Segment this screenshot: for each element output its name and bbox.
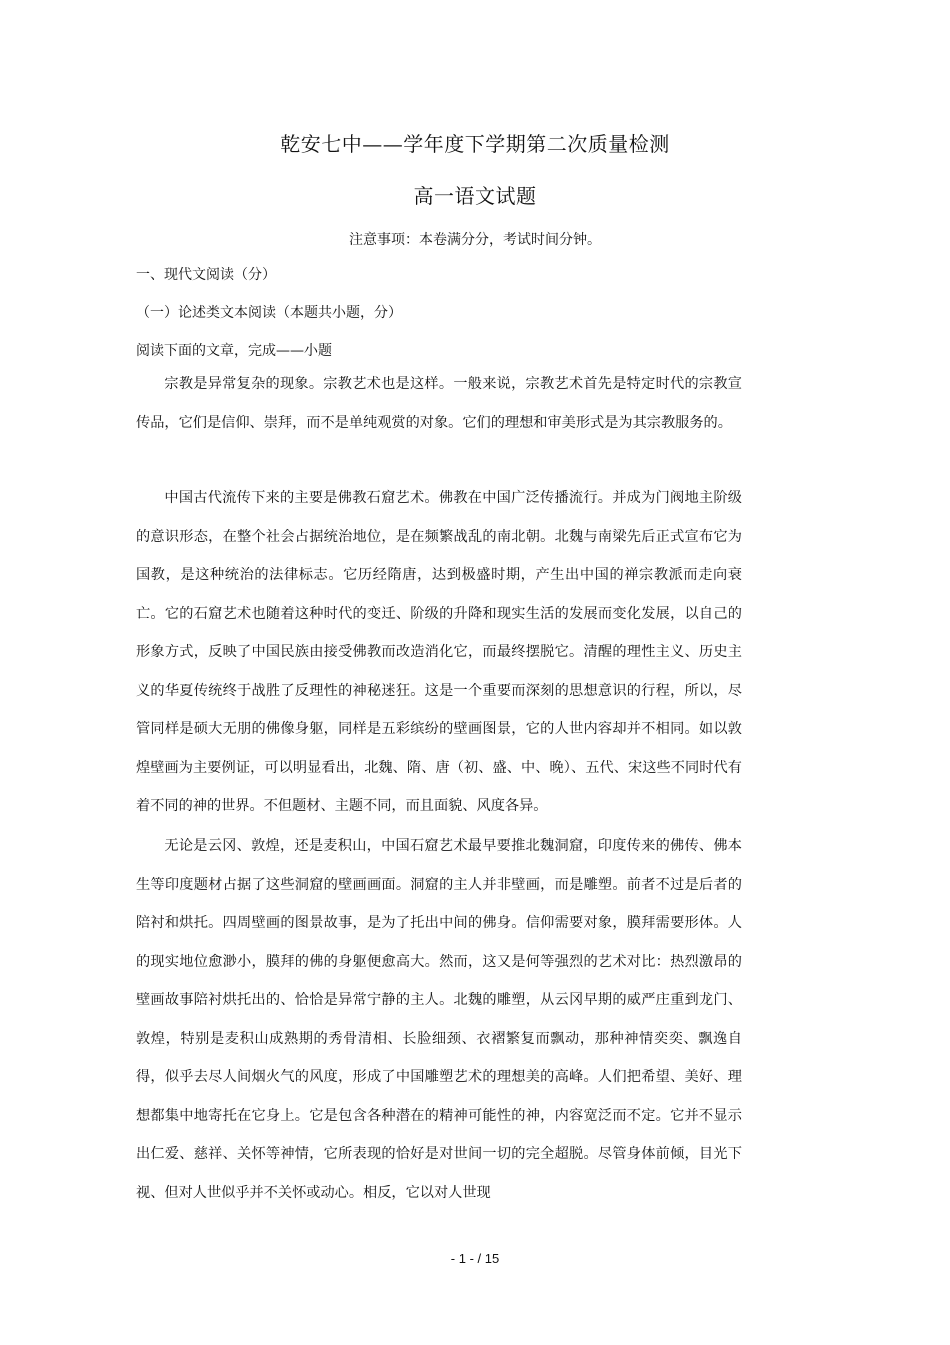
exam-title: 乾安七中——学年度下学期第二次质量检测 xyxy=(280,132,670,156)
article-paragraph-2: 中国古代流传下来的主要是佛教石窟艺术。佛教在中国广泛传播流行。并成为门阀地主阶级的意识形态，在整个社会占据统治地位，是在频繁战乱的南北朝。北魏与南梁先后正式宣布它为国教，是这种统治的法律标志。它历经隋唐，达到极盛时期，产生出中国的禅宗教派而走向衰亡。它的石窟艺术也随着这种时代的变迁、阶级的升降和现实生活的发展而变化发展，以自己的形象方式，反映了中国民族由接受佛教而改造消化它，而最终摆脱它。清醒的理性主义、历史主义的华夏传统终于战胜了反理性的神秘迷狂。这是一个重要而深刻的思想意识的行程，所以，尽管同样是硕大无朋的佛像身躯，同样是五彩缤纷的壁画图景，它的人世内容却并不相同。如以敦煌壁画为主要例证，可以明显看出，北魏、隋、唐（初、盛、中、晚）、五代、宋这些不同时代有着不同的神的世界。不但题材、主题不同，而且面貌、风度各异。 xyxy=(136,490,742,814)
article-paragraph-3: 无论是云冈、敦煌，还是麦积山，中国石窟艺术最早要推北魏洞窟，印度传来的佛传、佛本生等印度题材占据了这些洞窟的壁画画面。洞窟的主人并非壁画，而是雕塑。前者不过是后者的陪衬和烘托。四周壁画的图景故事，是为了托出中间的佛身。信仰需要对象，膜拜需要形体。人的现实地位愈渺小，膜拜的佛的身躯便愈高大。然而，这又是何等强烈的艺术对比：热烈激昂的壁画故事陪衬烘托出的、恰恰是异常宁静的主人。北魏的雕塑，从云冈早期的威严庄重到龙门、敦煌，特别是麦积山成熟期的秀骨清相、长脸细颈、衣褶繁复而飘动，那种神情奕奕、飘逸自得，似乎去尽人间烟火气的风度，形成了中国雕塑艺术的理想美的高峰。人们把希望、美好、理想都集中地寄托在它身上。它是包含各种潜在的精神可能性的神，内容宽泛而不定。它并不显示出仁爱、慈祥、关怀等神情，它所表现的恰好是对世间一切的完全超脱。尽管身体前倾，目光下视、但对人世似乎并不关怀或动心。相反，它以对人世现 xyxy=(136,838,742,1201)
subsection-heading: （一）论述类文本阅读（本题共小题，分） xyxy=(136,305,402,321)
section-heading: 一、现代文阅读（分） xyxy=(136,267,276,283)
exam-subtitle: 高一语文试题 xyxy=(413,184,537,208)
exam-notice: 注意事项：本卷满分分，考试时间分钟。 xyxy=(349,232,601,248)
page-number: - 1 - / 15 xyxy=(450,1251,500,1266)
reading-instruction: 阅读下面的文章，完成——小题 xyxy=(136,343,332,359)
article-paragraph-1: 宗教是异常复杂的现象。宗教艺术也是这样。一般来说，宗教艺术首先是特定时代的宗教宣传品，它们是信仰、崇拜，而不是单纯观赏的对象。它们的理想和审美形式是为其宗教服务的。 xyxy=(136,376,742,431)
